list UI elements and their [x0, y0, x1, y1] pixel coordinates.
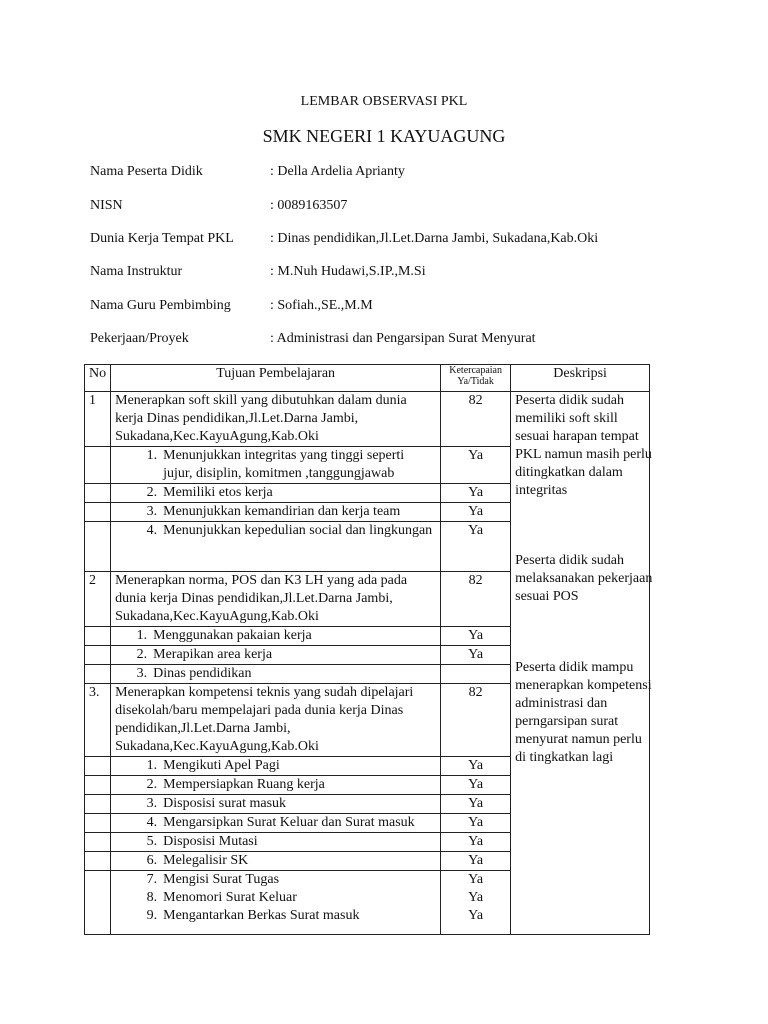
description-cell — [511, 392, 653, 935]
item-number: 3. — [146, 504, 158, 519]
item-cell — [111, 776, 441, 795]
item-value: Ya — [441, 833, 511, 852]
item-cell — [111, 795, 441, 814]
item-cell — [111, 503, 441, 522]
item-cell — [111, 757, 441, 776]
table-header-row — [85, 365, 650, 392]
item-value: Ya — [441, 852, 511, 871]
item-value: Ya — [468, 908, 484, 923]
item-value — [441, 665, 511, 684]
empty-cell — [85, 757, 111, 776]
item-cell — [111, 814, 441, 833]
empty-cell — [85, 833, 111, 852]
info-label: Dunia Kerja Tempat PKL — [90, 231, 234, 246]
info-value: : Dinas pendidikan,Jl.Let.Darna Jambi, Sukadana,Kab.Oki — [270, 231, 599, 246]
item-text: Mengantarkan Berkas Surat masuk — [163, 908, 360, 923]
section-text: Menerapkan kompetensi teknis yang sudah dipelajari disekolah/baru mempelajari pada dunia kerja Dinas pendidikan,Jl.Let.Darna Jambi, Sukadana,Kec.KayuAgung,Kab.Oki — [111, 684, 441, 757]
item-text: Menunjukkan kemandirian dan kerja team — [163, 504, 401, 519]
school-name: SMK NEGERI 1 KAYUAGUNG — [262, 126, 506, 146]
info-value: : 0089163507 — [270, 198, 348, 213]
empty-cell — [85, 484, 111, 503]
section-score: 82 — [441, 684, 511, 757]
section-no: 3. — [85, 684, 111, 757]
empty-cell — [85, 814, 111, 833]
empty-cell — [85, 871, 111, 935]
item-value: Ya — [441, 447, 511, 484]
info-label: NISN — [90, 198, 123, 213]
item-text: Dinas pendidikan — [153, 666, 252, 681]
item-cell — [111, 833, 441, 852]
header-ketercapaian-line2: Ya/Tidak — [457, 376, 494, 387]
item-text: Disposisi Mutasi — [163, 834, 258, 849]
item-cell — [111, 447, 441, 484]
section-text: Menerapkan soft skill yang dibutuhkan dalam dunia kerja Dinas pendidikan,Jl.Let.Darna Jambi, Sukadana,Kec.KayuAgung,Kab.Oki — [111, 392, 441, 447]
item-number: 4. — [146, 815, 158, 830]
document-title: LEMBAR OBSERVASI PKL — [300, 94, 468, 109]
item-number: 7. — [146, 872, 158, 887]
item-text: Menunjukkan kepedulian social dan lingkungan — [163, 523, 433, 538]
info-value: : Sofiah.,SE.,M.M — [270, 298, 373, 313]
description-1: Peserta didik sudah memiliki soft skill sesuai harapan tempat PKL namun masih perlu ditingkatkan dalam integritas — [515, 393, 652, 498]
info-value: : Della Ardelia Aprianty — [270, 164, 405, 179]
header-ketercapaian-line1: Ketercapaian — [449, 365, 502, 376]
item-number: 3. — [146, 796, 158, 811]
item-value: Ya — [441, 646, 511, 665]
item-text: Disposisi surat masuk — [163, 796, 287, 811]
header-no: No — [85, 365, 111, 392]
item-value: Ya — [441, 627, 511, 646]
item-text: Mempersiapkan Ruang kerja — [163, 777, 325, 792]
item-cell — [111, 522, 441, 572]
info-label: Nama Instruktur — [90, 264, 183, 279]
header-tujuan: Tujuan Pembelajaran — [111, 365, 441, 392]
item-text: Menggunakan pakaian kerja — [153, 628, 312, 643]
info-label: Nama Peserta Didik — [90, 164, 203, 179]
description-2: Peserta didik sudah melaksanakan pekerjaan sesuai POS — [515, 553, 653, 604]
item-number: 8. — [146, 890, 158, 905]
description-3: Peserta didik mampu menerapkan kompetensi administrasi dan perngarsipan surat menyurat namun perlu di tingkatkan lagi — [515, 660, 652, 765]
item-text: Melegalisir SK — [163, 853, 249, 868]
empty-cell — [85, 852, 111, 871]
empty-cell — [85, 776, 111, 795]
item-value: Ya — [441, 484, 511, 503]
empty-cell — [85, 522, 111, 572]
item-number: 6. — [146, 853, 158, 868]
item-number: 1. — [146, 758, 158, 773]
item-cell — [111, 665, 441, 684]
header-ketercapaian — [441, 365, 511, 392]
item-number: 1. — [136, 628, 148, 643]
item-number: 5. — [146, 834, 158, 849]
item-cell — [111, 484, 441, 503]
item-text: Mengikuti Apel Pagi — [163, 758, 280, 773]
item-value: Ya — [441, 814, 511, 833]
item-cell — [111, 646, 441, 665]
section-no: 2 — [85, 572, 111, 627]
empty-cell — [85, 627, 111, 646]
item-text: Merapikan area kerja — [153, 647, 273, 662]
item-value: Ya — [441, 776, 511, 795]
empty-cell — [85, 447, 111, 484]
section-text: Menerapkan norma, POS dan K3 LH yang ada pada dunia kerja Dinas pendidikan,Jl.Let.Darna Jambi, Sukadana,Kec.KayuAgung,Kab.Oki — [111, 572, 441, 627]
header-deskripsi: Deskripsi — [511, 365, 650, 392]
section-no: 1 — [85, 392, 111, 447]
item-value: Ya — [441, 503, 511, 522]
item-text: Mengarsipkan Surat Keluar dan Surat masuk — [163, 815, 415, 830]
empty-cell — [85, 665, 111, 684]
item-number: 1. — [146, 448, 158, 463]
item-text: Menunjukkan integritas yang tinggi seperti jujur, disiplin, komitmen ,tanggungjawab — [163, 448, 405, 481]
empty-cell — [85, 646, 111, 665]
item-text: Memiliki etos kerja — [163, 485, 273, 500]
item-number: 3. — [136, 666, 148, 681]
empty-cell — [85, 503, 111, 522]
item-text: Mengisi Surat Tugas — [163, 872, 280, 887]
item-number: 2. — [146, 777, 158, 792]
item-number: 2. — [136, 647, 148, 662]
empty-cell — [85, 795, 111, 814]
item-number: 4. — [146, 523, 158, 538]
info-value: : Administrasi dan Pengarsipan Surat Menyurat — [270, 331, 536, 346]
item-value: Ya — [441, 522, 511, 572]
section-score: 82 — [441, 572, 511, 627]
table-row — [85, 392, 650, 447]
observation-table — [84, 364, 653, 935]
item-cell — [111, 627, 441, 646]
item-value: Ya — [468, 890, 484, 905]
item-value: Ya — [468, 872, 484, 887]
item-value: Ya — [441, 757, 511, 776]
item-value: Ya — [441, 795, 511, 814]
item-number: 9. — [146, 908, 158, 923]
item-text: Menomori Surat Keluar — [163, 890, 297, 905]
info-value: : M.Nuh Hudawi,S.IP.,M.Si — [270, 264, 426, 279]
info-label: Pekerjaan/Proyek — [90, 331, 189, 346]
info-label: Nama Guru Pembimbing — [90, 298, 231, 313]
item-value-group — [441, 871, 511, 935]
item-cell — [111, 852, 441, 871]
section-score: 82 — [441, 392, 511, 447]
item-cell — [111, 871, 441, 935]
item-number: 2. — [146, 485, 158, 500]
